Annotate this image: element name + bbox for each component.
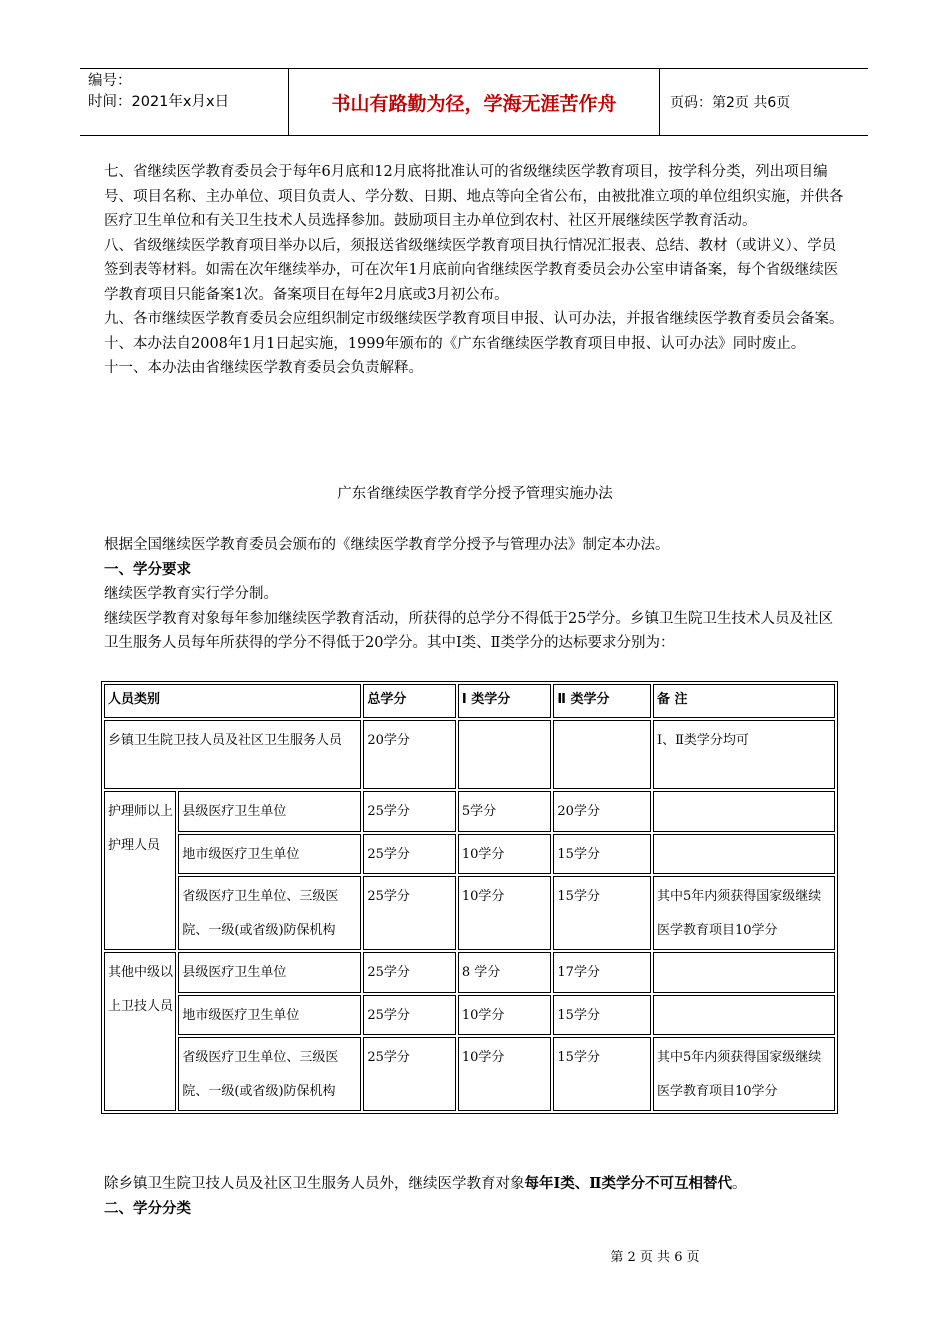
paragraph-8: 八、省级继续医学教育项目举办以后，须报送省级继续医学教育项目执行情况汇报表、总结、教材（或讲义）、学员签到表等材料。如需在次年继续举办，可在次年1月底前向省继续医学教育委员会办公室申请备案，每个省级继续医学教育项目只能备案1次。备案项目在每年2月底或3月初公布。 (104, 237, 839, 303)
table-row (104, 995, 835, 1036)
no-substitution-end: 。 (732, 1176, 747, 1192)
header-motto: 书山有路勤为径，学海无涯苦作舟 (289, 69, 660, 135)
header-class2: Ⅱ 类学分 (553, 684, 651, 718)
cell-class1: 10学分 (458, 834, 552, 875)
cell-class1 (458, 720, 552, 789)
paragraph-no-substitution (104, 1172, 854, 1197)
cell-total: 25学分 (363, 995, 456, 1036)
cell-note (653, 952, 835, 993)
cell-class2: 15学分 (553, 995, 651, 1036)
section-title: 广东省继续医学教育学分授予管理实施办法 (337, 486, 613, 502)
paragraph-9: 九、各市继续医学教育委员会应组织制定市级继续医学教育项目申报、认可办法，并报省继续医学教育委员会备案。 (104, 311, 844, 327)
cell-unit: 地市级医疗卫生单位 (178, 834, 361, 875)
cell-total: 25学分 (363, 1037, 456, 1111)
cell-class2: 17学分 (553, 952, 651, 993)
date-label: 时间：2021年x月x日 (88, 94, 230, 110)
table-header-row (104, 684, 835, 718)
header-total: 总学分 (363, 684, 456, 718)
cell-note: 其中5年内须获得国家级继续医学教育项目10学分 (653, 876, 835, 950)
cell-class2: 20学分 (553, 791, 651, 832)
cell-total: 25学分 (363, 876, 456, 950)
table-row (104, 1037, 835, 1111)
cell-category: 乡镇卫生院卫技人员及社区卫生服务人员 (104, 720, 361, 789)
header-page-label: 页码：第2页 共6页 (670, 95, 791, 111)
heading-credit-classification: 二、学分分类 (104, 1199, 191, 1217)
intro-paragraph: 根据全国继续医学教育委员会颁布的《继续医学教育学分授予与管理办法》制定本办法。 (104, 537, 670, 553)
article-body-bottom (104, 1172, 854, 1221)
cell-class1: 10学分 (458, 1037, 552, 1111)
page-footer: 第 2 页 共 6 页 (610, 1250, 700, 1265)
table-row (104, 791, 835, 832)
cell-class1: 10学分 (458, 876, 552, 950)
cell-class1: 8 学分 (458, 952, 552, 993)
paragraph-10: 十、本办法自2008年1月1日起实施，1999年颁布的《广东省继续医学教育项目申报、认可办法》同时废止。 (104, 335, 806, 352)
no-substitution-text: 除乡镇卫生院卫技人员及社区卫生服务人员外，继续医学教育对象 (104, 1176, 525, 1192)
cell-unit: 地市级医疗卫生单位 (178, 995, 361, 1036)
cell-total: 25学分 (363, 791, 456, 832)
cell-class2: 15学分 (553, 1037, 651, 1111)
cell-unit: 省级医疗卫生单位、三级医院、一级(或省级)防保机构 (178, 1037, 361, 1111)
article-body-middle (104, 533, 844, 656)
cell-class2 (553, 720, 651, 789)
paragraph-credit-system: 继续医学教育实行学分制。 (104, 586, 278, 602)
header-note: 备 注 (653, 684, 835, 718)
cell-note (653, 834, 835, 875)
table-row (104, 834, 835, 875)
cell-total: 25学分 (363, 952, 456, 993)
heading-credit-requirements: 一、学分要求 (104, 560, 191, 578)
table-row (104, 952, 835, 993)
cell-class1: 10学分 (458, 995, 552, 1036)
credit-requirements-table (101, 681, 838, 1114)
header-category: 人员类别 (104, 684, 361, 718)
cell-note: 其中5年内须获得国家级继续医学教育项目10学分 (653, 1037, 835, 1111)
cell-total: 20学分 (363, 720, 456, 789)
number-label: 编号： (88, 73, 132, 89)
paragraph-7: 七、省继续医学教育委员会于每年6月底和12月底将批准认可的省级继续医学教育项目，按学科分类，列出项目编号、项目名称、主办单位、项目负责人、学分数、日期、地点等向全省公布，由被批准立项的单位组织实施，并供各医疗卫生单位和有关卫生技术人员选择参加。鼓励项目主办单位到农村、社区开展继续医学教育活动。 (104, 164, 844, 229)
paragraph-11: 十一、本办法由省继续医学教育委员会负责解释。 (104, 360, 423, 376)
group-label-other: 其他中级以上卫技人员 (104, 952, 176, 1111)
header-meta (80, 69, 289, 135)
cell-total: 25学分 (363, 834, 456, 875)
page-header (80, 68, 868, 136)
cell-note (653, 791, 835, 832)
cell-unit: 省级医疗卫生单位、三级医院、一级(或省级)防保机构 (178, 876, 361, 950)
no-substitution-emphasis: 每年Ⅰ类、Ⅱ类学分不可互相替代 (524, 1175, 733, 1192)
cell-class2: 15学分 (553, 834, 651, 875)
header-class1: Ⅰ 类学分 (458, 684, 552, 718)
cell-class1: 5学分 (458, 791, 552, 832)
cell-unit: 县级医疗卫生单位 (178, 791, 361, 832)
cell-note: Ⅰ、Ⅱ类学分均可 (653, 720, 835, 789)
article-body-top (104, 160, 844, 381)
table-row (104, 876, 835, 950)
cell-class2: 15学分 (553, 876, 651, 950)
paragraph-credit-minimum: 继续医学教育对象每年参加继续医学教育活动，所获得的总学分不得低于25学分。乡镇卫生院卫生技术人员及社区卫生服务人员每年所获得的学分不得低于20学分。其中Ⅰ类、Ⅱ类学分的达标要求分别为： (104, 610, 833, 651)
table-row (104, 720, 835, 789)
group-label-nursing: 护理师以上护理人员 (104, 791, 176, 950)
cell-note (653, 995, 835, 1036)
cell-unit: 县级医疗卫生单位 (178, 952, 361, 993)
